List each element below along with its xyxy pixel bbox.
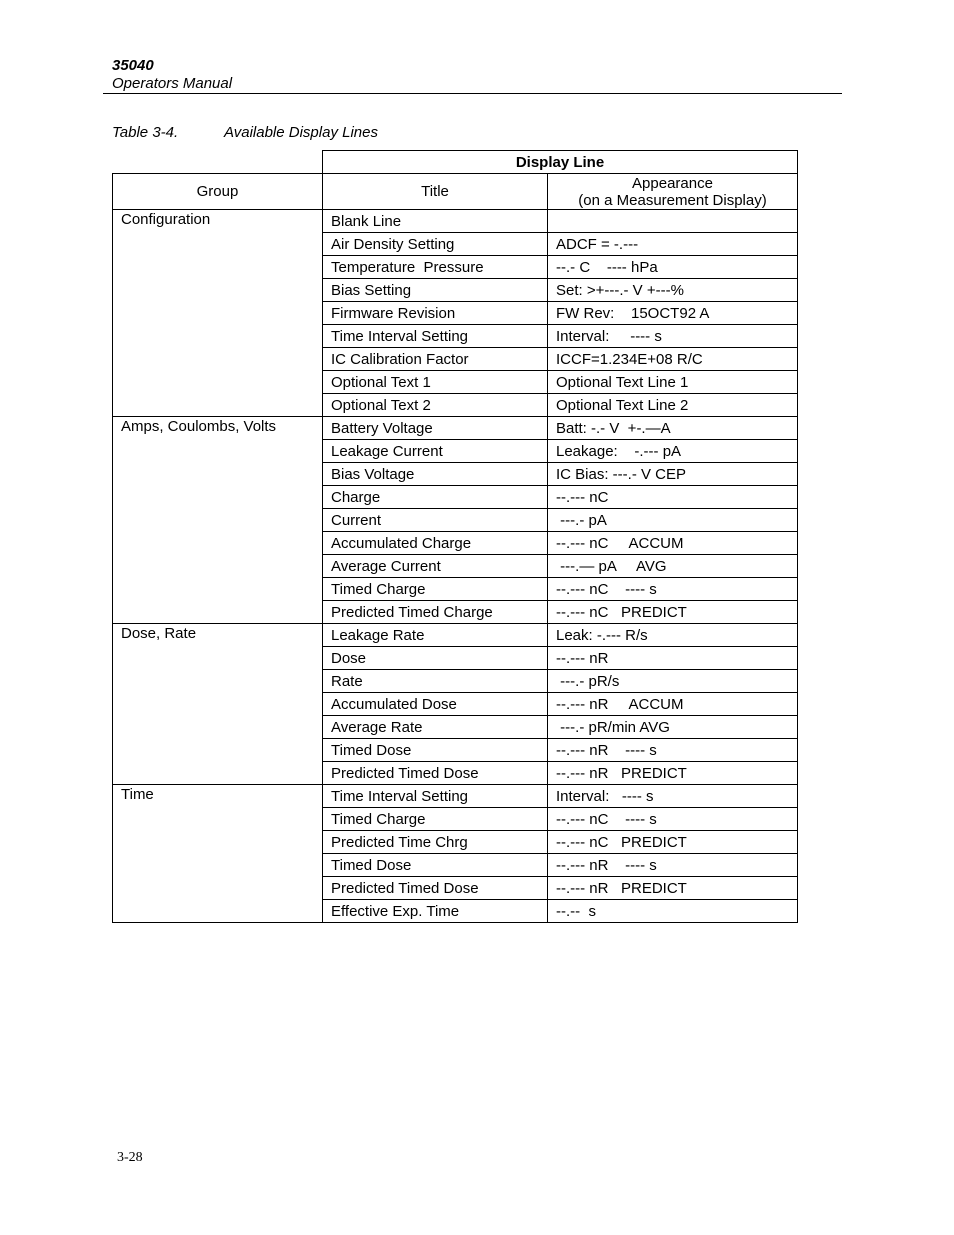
table-caption-label: Table 3-4. [112,124,179,141]
appearance-column-header [548,174,798,210]
title-cell: Rate [323,670,548,693]
title-cell: Optional Text 2 [323,394,548,417]
document-title: Operators Manual [112,75,233,92]
title-cell: Time Interval Setting [323,785,548,808]
appearance-cell: FW Rev: 15OCT92 A [548,302,798,325]
appearance-header-line2: (on a Measurement Display) [578,191,767,209]
appearance-cell: Leakage: -.--- pA [548,440,798,463]
title-cell: Accumulated Charge [323,532,548,555]
appearance-cell: ---.- pR/s [548,670,798,693]
appearance-cell: --.- C ---- hPa [548,256,798,279]
title-cell: Battery Voltage [323,417,548,440]
appearance-cell: ---.- pA [548,509,798,532]
page-number: 3-28 [117,1150,143,1165]
group-cell: Amps, Coulombs, Volts [113,417,323,624]
title-cell: Accumulated Dose [323,693,548,716]
appearance-cell: Optional Text Line 2 [548,394,798,417]
appearance-cell: --.--- nR PREDICT [548,877,798,900]
title-cell: Effective Exp. Time [323,900,548,923]
display-lines-table [112,150,798,923]
title-cell: Dose [323,647,548,670]
title-cell: Optional Text 1 [323,371,548,394]
group-column-header: Group [113,174,323,210]
appearance-cell: --.--- nR ---- s [548,739,798,762]
title-cell: IC Calibration Factor [323,348,548,371]
title-cell: Bias Voltage [323,463,548,486]
appearance-cell: --.--- nC ---- s [548,578,798,601]
title-cell: Current [323,509,548,532]
title-cell: Bias Setting [323,279,548,302]
title-cell: Average Current [323,555,548,578]
title-cell: Leakage Current [323,440,548,463]
appearance-cell: Leak: -.--- R/s [548,624,798,647]
appearance-cell: --.--- nR ---- s [548,854,798,877]
appearance-cell: ADCF = -.--- [548,233,798,256]
appearance-cell: IC Bias: ---.- V CEP [548,463,798,486]
title-cell: Timed Charge [323,808,548,831]
title-column-header: Title [323,174,548,210]
group-cell: Dose, Rate [113,624,323,785]
appearance-cell: --.--- nC PREDICT [548,601,798,624]
group-cell: Configuration [113,210,323,417]
table-caption-title: Available Display Lines [224,124,378,141]
appearance-cell [548,210,798,233]
appearance-cell: --.--- nC ---- s [548,808,798,831]
appearance-cell: --.--- nC [548,486,798,509]
title-cell: Predicted Timed Dose [323,877,548,900]
title-cell: Time Interval Setting [323,325,548,348]
title-cell: Leakage Rate [323,624,548,647]
document-number: 35040 [112,57,154,74]
appearance-cell: --.--- nR ACCUM [548,693,798,716]
title-cell: Timed Dose [323,854,548,877]
display-line-header: Display Line [323,151,798,174]
table-row [113,417,798,440]
appearance-cell: --.--- nC ACCUM [548,532,798,555]
title-cell: Charge [323,486,548,509]
group-cell: Time [113,785,323,923]
appearance-cell: --.--- nR PREDICT [548,762,798,785]
table-row [113,785,798,808]
appearance-cell: --.--- nC PREDICT [548,831,798,854]
title-cell: Blank Line [323,210,548,233]
title-cell: Predicted Timed Charge [323,601,548,624]
table-header-row-1 [113,151,798,174]
appearance-cell: Optional Text Line 1 [548,371,798,394]
appearance-cell: Interval: ---- s [548,785,798,808]
title-cell: Predicted Time Chrg [323,831,548,854]
title-cell: Timed Charge [323,578,548,601]
appearance-cell: --.-- s [548,900,798,923]
appearance-cell: Set: >+---.- V +---% [548,279,798,302]
appearance-cell: Interval: ---- s [548,325,798,348]
title-cell: Firmware Revision [323,302,548,325]
appearance-cell: ---.- pR/min AVG [548,716,798,739]
title-cell: Average Rate [323,716,548,739]
appearance-cell: --.--- nR [548,647,798,670]
title-cell: Predicted Timed Dose [323,762,548,785]
title-cell: Air Density Setting [323,233,548,256]
table-row [113,624,798,647]
table-body [113,210,798,923]
title-cell: Temperature Pressure [323,256,548,279]
title-cell: Timed Dose [323,739,548,762]
header-corner [113,151,323,174]
header-rule [103,93,842,94]
table-header-row-2 [113,174,798,210]
table-row [113,210,798,233]
appearance-cell: ---.— pA AVG [548,555,798,578]
appearance-cell: Batt: -.- V +-.—A [548,417,798,440]
appearance-header-line1: Appearance [632,174,713,192]
appearance-cell: ICCF=1.234E+08 R/C [548,348,798,371]
